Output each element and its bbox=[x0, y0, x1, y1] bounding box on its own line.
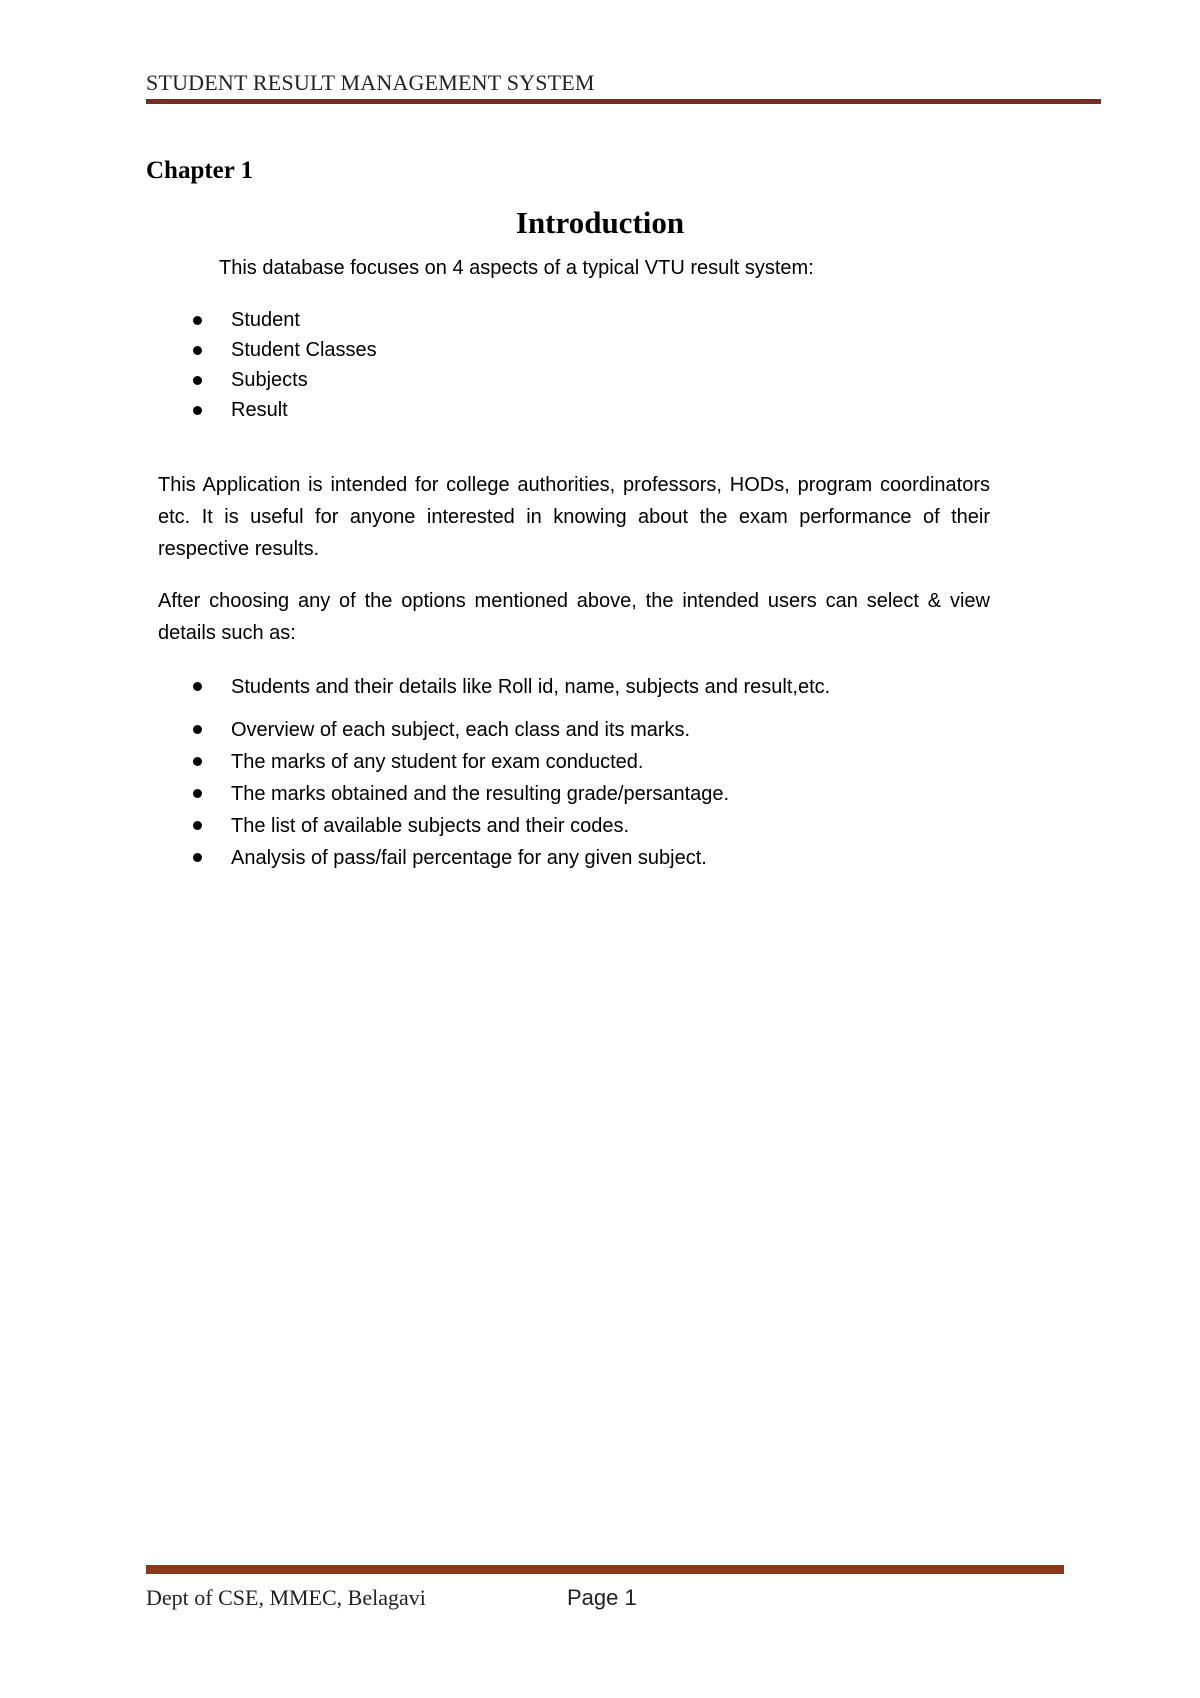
list-item: Result bbox=[0, 395, 377, 425]
page-number: Page 1 bbox=[567, 1585, 637, 1610]
paragraph-audience: This Application is intended for college authorities, professors, HODs, program coordinators etc. It is useful for anyone interested in knowing about the exam performance of their respective results. bbox=[158, 474, 990, 560]
bullet-icon bbox=[193, 757, 202, 766]
list-item: Overview of each subject, each class and its marks. bbox=[0, 714, 830, 746]
list-item: The marks obtained and the resulting grade/persantage. bbox=[0, 778, 830, 810]
bullet-icon bbox=[193, 821, 202, 830]
aspects-list bbox=[0, 305, 377, 425]
list-item: Student bbox=[0, 305, 377, 335]
chapter-label: Chapter 1 bbox=[146, 157, 254, 184]
bullet-icon bbox=[193, 682, 202, 691]
bullet-icon bbox=[193, 346, 202, 355]
list-item: Student Classes bbox=[0, 335, 377, 365]
list-item: Analysis of pass/fail percentage for any given subject. bbox=[0, 842, 830, 874]
bullet-icon bbox=[193, 853, 202, 862]
running-header: STUDENT RESULT MANAGEMENT SYSTEM bbox=[146, 70, 595, 95]
footer-rule bbox=[146, 1565, 1064, 1574]
list-item: Subjects bbox=[0, 365, 377, 395]
list-item: Students and their details like Roll id, name, subjects and result,etc. bbox=[0, 671, 830, 703]
intro-lead: This database focuses on 4 aspects of a typical VTU result system: bbox=[219, 257, 814, 279]
list-item: The list of available subjects and their codes. bbox=[0, 810, 830, 842]
section-title: Introduction bbox=[515, 205, 685, 240]
header-rule bbox=[146, 99, 1101, 104]
bullet-icon bbox=[193, 725, 202, 734]
bullet-icon bbox=[193, 789, 202, 798]
list-item: The marks of any student for exam conducted. bbox=[0, 746, 830, 778]
bullet-icon bbox=[193, 376, 202, 385]
bullet-icon bbox=[193, 316, 202, 325]
details-list bbox=[0, 671, 830, 874]
footer-department: Dept of CSE, MMEC, Belagavi bbox=[146, 1585, 426, 1610]
bullet-icon bbox=[193, 406, 202, 415]
paragraph-options: After choosing any of the options mentioned above, the intended users can select & view details such as: bbox=[158, 590, 990, 644]
